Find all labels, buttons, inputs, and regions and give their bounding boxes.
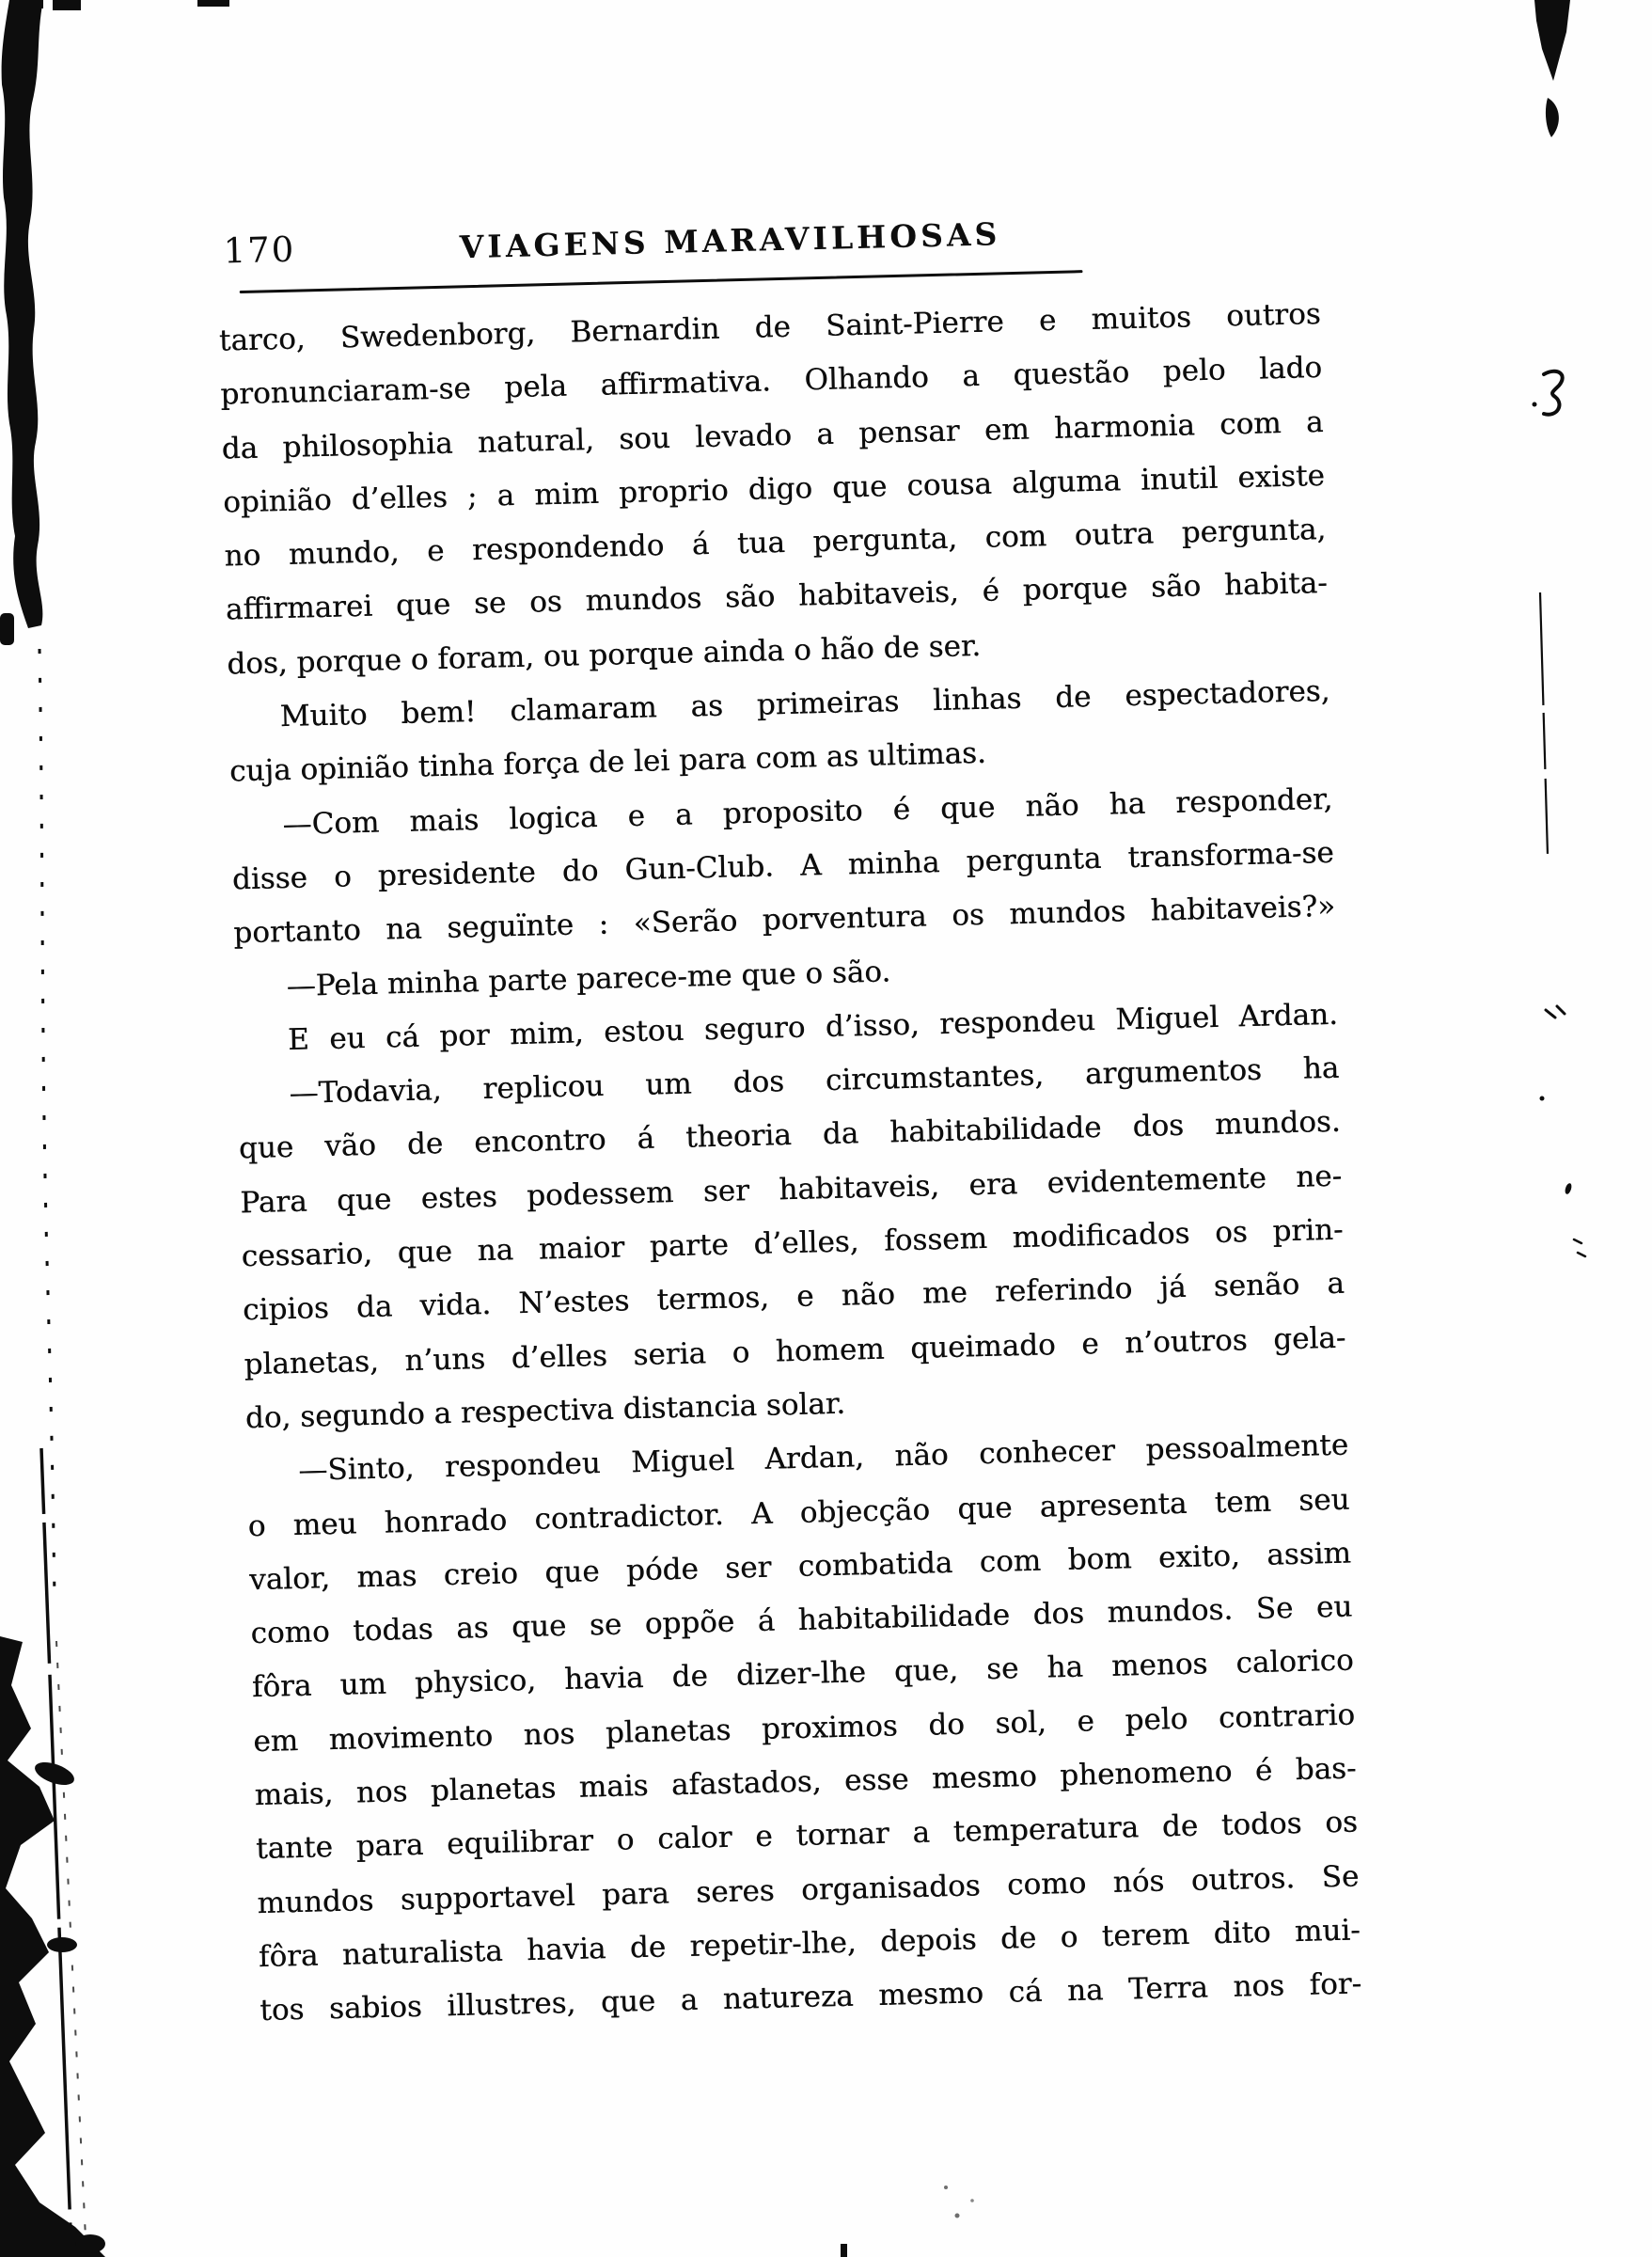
header-rule	[240, 270, 1083, 293]
text-line: cipios da vida. N’estes termos, e não me referindo já senão a	[242, 1267, 1345, 1328]
scan-squiggle-mark	[1544, 371, 1563, 415]
scan-speck	[53, 0, 81, 10]
scan-gutter-crease-dotted	[56, 1641, 87, 2257]
scan-tick-marks	[1546, 1006, 1565, 1018]
text-line: pronunciaram-se pela affirmativa. Olhando a questão pelo lado	[219, 351, 1323, 412]
text-line: tante para equilibrar o calor e tornar a temperatura de todos os	[255, 1805, 1359, 1867]
scan-speck	[841, 2244, 847, 2257]
text-line: Para que estes podessem ser habitaveis, era evidentemente ne-	[239, 1159, 1343, 1221]
scan-speck	[0, 613, 14, 645]
text-line: Muito bem! clamaram as primeiras linhas de espectadores,	[279, 673, 1330, 734]
text-line: fôra naturalista havia de repetir-lhe, depois de o terem dito mui-	[258, 1913, 1361, 1974]
scan-smudge-right-top	[1534, 0, 1570, 81]
text-line: —Com mais logica e a proposito é que não ha responder,	[282, 781, 1333, 842]
scan-gutter-crease	[41, 1448, 71, 2257]
text-line: valor, mas creio que póde ser combatida com bom exito, assim	[248, 1536, 1352, 1598]
text-line: do, segundo a respectiva distancia solar.	[244, 1386, 846, 1436]
text-line: tarco, Swedenborg, Bernardin de Saint-Pierre e muitos outros	[218, 296, 1322, 358]
running-title: VIAGENS MARAVILHOSAS	[459, 215, 1001, 266]
scan-speck	[970, 2199, 974, 2202]
text-line: —Pela minha parte parece-me que o são.	[286, 954, 891, 1003]
text-line: fôra um physico, havia de dizer-lhe que, se ha menos calorico	[251, 1643, 1355, 1705]
text-line: da philosophia natural, sou levado a pensar em harmonia com a	[221, 404, 1324, 466]
body-text	[218, 288, 1361, 2039]
scan-speck	[1533, 402, 1537, 407]
scan-speck	[21, 0, 43, 8]
text-line: cuja opinião tinha força de lei para com as ultimas.	[228, 736, 987, 789]
text-line: mundos supportavel para seres organisados como nós outros. Se	[257, 1859, 1360, 1920]
scan-speck	[1540, 1097, 1545, 1101]
text-line: que vão de encontro á theoria da habitabilidade dos mundos.	[238, 1105, 1342, 1166]
text-line: opinião d’elles ; a mim proprio digo que cousa alguma inutil existe	[222, 458, 1326, 520]
scan-speck	[944, 2186, 948, 2189]
text-line: disse o presidente do Gun-Club. A minha pergunta transforma-se	[231, 835, 1335, 897]
scan-smudge-left-bottom	[0, 1636, 105, 2257]
text-line: mais, nos planetas mais afastados, esse mesmo phenomeno é bas-	[254, 1751, 1357, 1813]
page-number: 170	[223, 229, 296, 272]
text-line: como todas as que se oppõe á habitabilidade dos mundos. Se eu	[250, 1589, 1353, 1651]
text-line: —Sinto, respondeu Miguel Ardan, não conhecer pessoalmente	[297, 1428, 1349, 1489]
page-header	[202, 198, 1322, 293]
text-line: tos sabios illustres, que a natureza mesmo cá na Terra nos for-	[259, 1966, 1362, 2028]
scan-hook-mark	[1546, 98, 1559, 137]
scan-blob	[75, 2234, 105, 2253]
scan-blob	[32, 1758, 77, 1790]
text-line: dos, porque o foram, ou porque ainda o hão de ser.	[226, 628, 982, 682]
scan-comma-mark	[1564, 1182, 1572, 1194]
text-line: o meu honrado contradictor. A objecção que apresenta tem seu	[247, 1482, 1350, 1543]
scan-line-right	[1540, 592, 1548, 856]
text-line: planetas, n’uns d’elles seria o homem queimado e n’outros gela-	[244, 1320, 1346, 1381]
text-line: portanto na seguïnte : «Serão porventura os mundos habitaveis?»	[232, 890, 1336, 951]
text-line: no mundo, e respondendo á tua pergunta, com outra pergunta,	[224, 513, 1327, 574]
text-line: cessario, que na maior parte d’elles, fossem modificados os prin-	[241, 1212, 1344, 1274]
text-line: —Todavia, replicou um dos circumstantes, argumentos ha	[289, 1050, 1340, 1112]
scan-blob	[47, 1937, 77, 1952]
page-content	[202, 198, 1362, 2028]
text-line: E eu cá por mim, estou seguro d’isso, respondeu Miguel Ardan.	[287, 997, 1339, 1057]
text-line: affirmarei que se os mundos são habitaveis, é porque são habita-	[225, 566, 1329, 627]
scan-speck	[197, 0, 229, 7]
scan-tick-marks	[1574, 1239, 1585, 1256]
scan-dotted-left-edge	[39, 649, 55, 1599]
scan-speck	[955, 2214, 960, 2218]
scan-smudge-left-top	[2, 0, 43, 628]
text-line: em movimento nos planetas proximos do sol, e pelo contrario	[252, 1697, 1356, 1759]
